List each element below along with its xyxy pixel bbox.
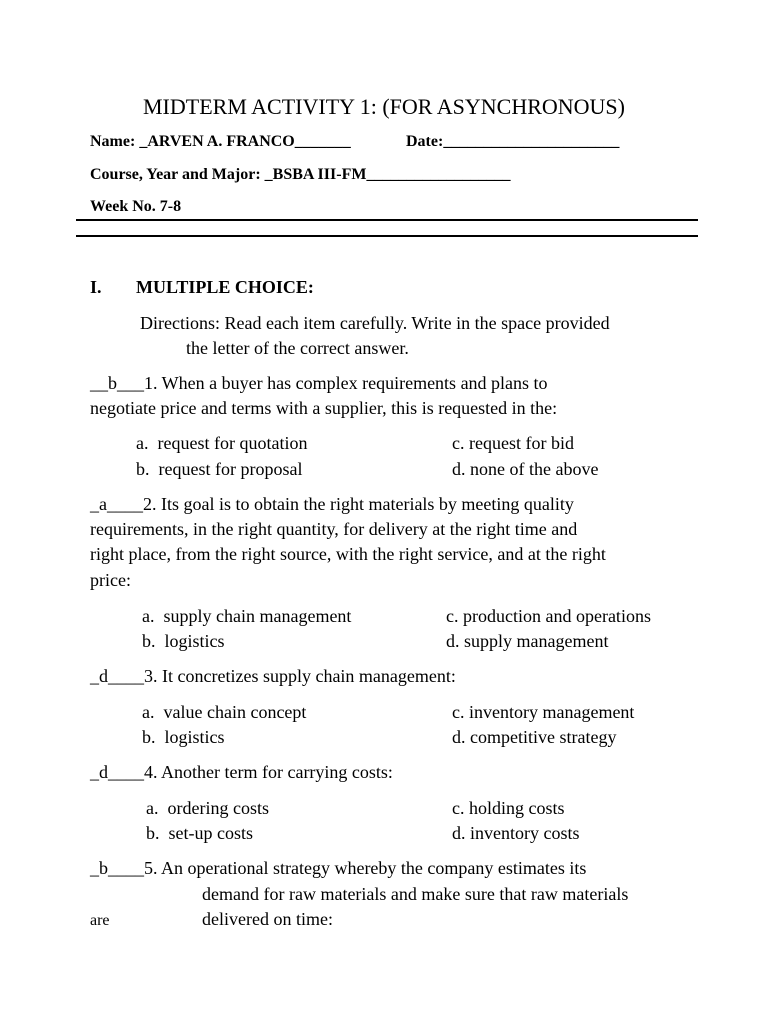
course-label: Course, Year and Major: [90,166,265,183]
option-c: c. request for bid [452,433,574,453]
option-d: d. inventory costs [452,823,580,843]
document-title: MIDTERM ACTIVITY 1: (FOR ASYNCHRONOUS) [143,94,625,119]
option-d: d. supply management [446,631,609,651]
divider-top [76,219,698,221]
option-a: a. value chain concept [142,702,307,722]
name-value: _ARVEN A. FRANCO_______ [139,133,351,150]
option-b: b. logistics [142,727,225,747]
course-value: _BSBA III-FM__________________ [264,166,511,183]
option-a: a. supply chain management [142,606,352,626]
option-d: d. none of the above [452,459,599,479]
question-2-line-2: requirements, in the right quantity, for delivery at the right time and [90,519,578,539]
question-2-line-3: right place, from the right source, with the right service, and at the right [90,544,606,564]
question-2-line-1: _a____2. Its goal is to obtain the right materials by meeting quality [90,494,574,514]
option-c: c. holding costs [452,798,565,818]
question-5-prefix-word: are [90,912,110,929]
date-field [406,133,619,151]
question-5-line-1: _b____5. An operational strategy whereby the company estimates its [90,858,587,878]
question-2-line-4: price: [90,570,131,590]
name-field [90,133,351,151]
option-a: a. ordering costs [146,798,269,818]
option-c: c. production and operations [446,606,651,626]
question-5-line-2: demand for raw materials and make sure that raw materials [202,884,629,904]
question-4-line-1: _d____4. Another term for carrying costs: [90,762,393,782]
date-label: Date: [406,133,444,150]
directions-line-1: Directions: Read each item carefully. Write in the space provided [140,313,610,333]
question-1-line-1: __b___1. When a buyer has complex requirements and plans to [90,373,548,393]
question-1-line-2: negotiate price and terms with a supplier, this is requested in the: [90,398,558,418]
option-a: a. request for quotation [136,433,308,453]
option-b: b. logistics [142,631,225,651]
option-c: c. inventory management [452,702,635,722]
week-field: Week No. 7-8 [90,198,182,215]
option-b: b. request for proposal [136,459,303,479]
option-b: b. set-up costs [146,823,253,843]
section-numeral: I. [90,277,102,297]
directions-line-2: the letter of the correct answer. [186,338,409,358]
section-heading: MULTIPLE CHOICE: [136,277,314,297]
date-value: ______________________ [443,133,620,150]
question-3-line-1: _d____3. It concretizes supply chain management: [90,666,456,686]
question-5-line-3: delivered on time: [202,909,333,929]
name-label: Name: [90,133,140,150]
divider-bottom [76,235,698,237]
option-d: d. competitive strategy [452,727,617,747]
course-field [90,166,510,184]
